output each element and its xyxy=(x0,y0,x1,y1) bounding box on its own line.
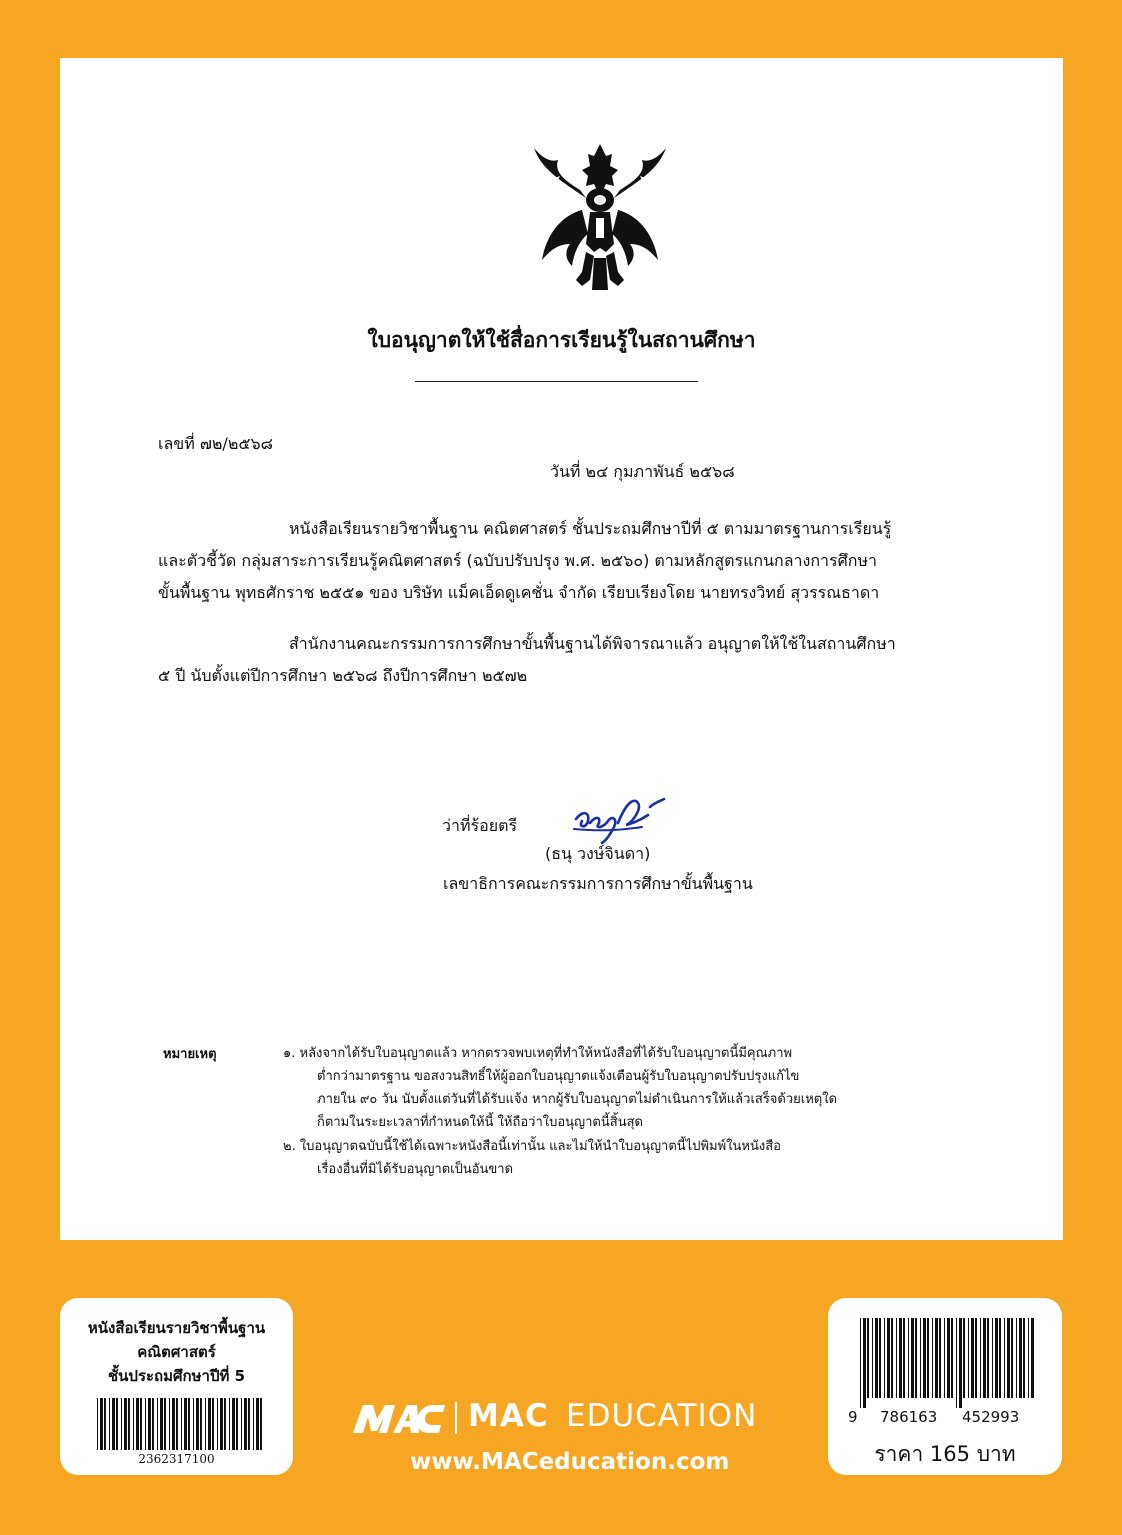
paragraph1-line2: และตัวชี้วัด กลุ่มสาระการเรียนรู้คณิตศาสตร์ (ฉบับปรับปรุง พ.ศ. ๒๕๖๐) ตามหลักสูตรแกนกลางการศึกษา xyxy=(158,551,877,570)
paragraph1-line3: ขั้นพื้นฐาน พุทธศักราช ๒๕๕๑ ของ บริษัท แม็คเอ็ดดูเคชั่น จำกัด เรียบเรียงโดย นายทรงวิทย์ สุวรรณธาดา xyxy=(158,583,880,602)
document-date: วันที่ ๒๔ กุมภาพันธ์ ๒๕๖๘ xyxy=(550,462,735,481)
note-line: เรื่องอื่นที่มิได้รับอนุญาตเป็นอันขาด xyxy=(317,1162,514,1177)
isbn-group-1: 786163 xyxy=(880,1408,938,1426)
note-line: ๑. หลังจากได้รับใบอนุญาตแล้ว หากตรวจพบเหตุที่ทำให้หนังสือที่ได้รับใบอนุญาตนี้มีคุณภาพ xyxy=(283,1046,793,1061)
handwritten-signature xyxy=(568,793,668,845)
brand-education-text: EDUCATION xyxy=(566,1398,758,1434)
isbn-barcode xyxy=(858,1318,1038,1408)
isbn-lead-digit: 9 xyxy=(848,1408,858,1426)
note-line: ต่ำกว่ามาตรฐาน ขอสงวนสิทธิ์ให้ผู้ออกใบอนุญาตแจ้งเตือนผู้รับใบอนุญาตปรับปรุงแก้ไข xyxy=(317,1069,800,1084)
book-subject-line: หนังสือเรียนรายวิชาพื้นฐาน xyxy=(87,1319,266,1337)
website-url: www.MACeducation.com xyxy=(410,1449,730,1475)
note-line: ภายใน ๙๐ วัน นับตั้งแต่วันที่ได้รับแจ้ง หากผู้รับใบอนุญาตไม่ดำเนินการให้แล้วเสร็จด้วยเหตุใด xyxy=(317,1092,838,1107)
isbn-card xyxy=(828,1298,1062,1475)
document-number: เลขที่ ๗๒/๒๕๖๘ xyxy=(158,434,273,453)
brand-mac-text: MAC xyxy=(468,1398,549,1434)
signer-position: เลขาธิการคณะกรรมการการศึกษาขั้นพื้นฐาน xyxy=(443,874,753,893)
signer-name: (ธนุ วงษ์จินดา) xyxy=(545,844,651,863)
isbn-group-2: 452993 xyxy=(962,1408,1020,1426)
book-code: 2362317100 xyxy=(138,1452,215,1466)
garuda-emblem-icon xyxy=(530,140,670,292)
license-document xyxy=(60,58,1063,1240)
book-info-card xyxy=(60,1298,293,1475)
signer-rank: ว่าที่ร้อยตรี xyxy=(442,816,518,835)
mac-logo-icon xyxy=(353,1403,445,1433)
brand-separator xyxy=(455,1402,457,1434)
book-price: ราคา 165 บาท xyxy=(874,1442,1016,1466)
note-label: หมายเหตุ xyxy=(163,1047,217,1062)
book-barcode xyxy=(95,1398,265,1450)
book-grade-line: ชั้นประถมศึกษาปีที่ 5 xyxy=(107,1367,246,1385)
book-course-line: คณิตศาสตร์ xyxy=(137,1343,216,1361)
document-title: ใบอนุญาตให้ใช้สื่อการเรียนรู้ในสถานศึกษา xyxy=(367,328,756,352)
paragraph1-line1: หนังสือเรียนรายวิชาพื้นฐาน คณิตศาสตร์ ชั้นประถมศึกษาปีที่ ๕ ตามมาตรฐานการเรียนรู้ xyxy=(289,519,892,538)
note-line: ๒. ใบอนุญาตฉบับนี้ใช้ได้เฉพาะหนังสือนี้เท่านั้น และไม่ให้นำใบอนุญาตนี้ไปพิมพ์ในหนังสือ xyxy=(283,1139,781,1154)
note-line: ก็ตามในระยะเวลาที่กำหนดให้นี้ ให้ถือว่าใบอนุญาตนี้สิ้นสุด xyxy=(317,1115,643,1130)
paragraph2-line2: ๕ ปี นับตั้งแต่ปีการศึกษา ๒๕๖๘ ถึงปีการศึกษา ๒๕๗๒ xyxy=(158,666,528,685)
paragraph2-line1: สำนักงานคณะกรรมการการศึกษาขั้นพื้นฐานได้พิจารณาแล้ว อนุญาตให้ใช้ในสถานศึกษา xyxy=(289,634,896,653)
title-underline xyxy=(415,381,698,382)
